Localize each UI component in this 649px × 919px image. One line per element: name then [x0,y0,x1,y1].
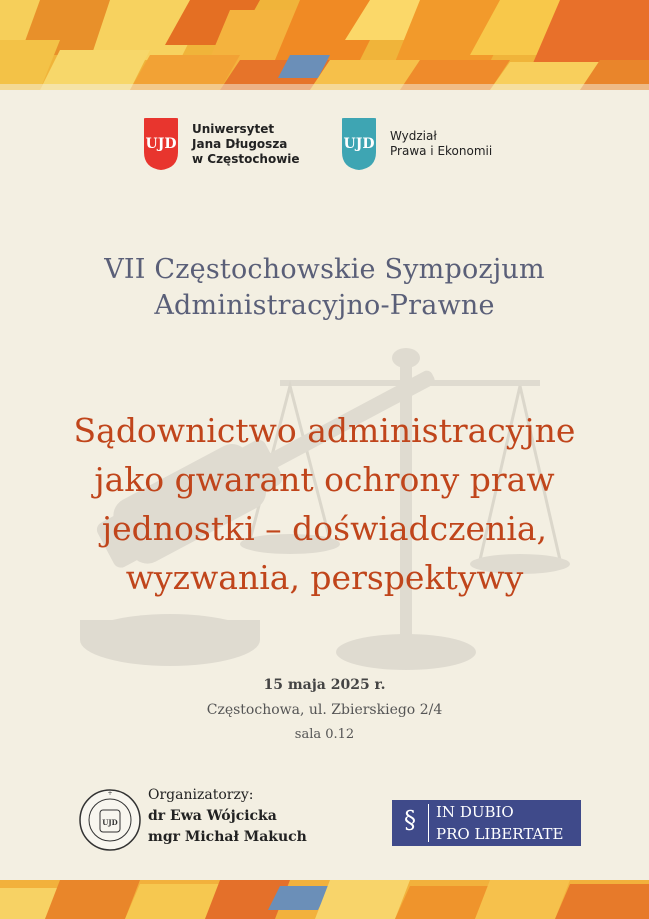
event-location: Częstochowa, ul. Zbierskiego 2/4 [206,702,443,718]
event-date: 15 maja 2025 r. [263,677,386,693]
event-room: sala 0.12 [294,727,355,742]
symposium-title-line-2: Administracyjno-Prawne [154,290,495,321]
university-name-line-1: Uniwersytet [192,121,275,136]
university-name-line-3: w Częstochowie [192,151,300,166]
motto-line-1: IN DUBIO [436,803,514,821]
motto-line-2: PRO LIBERTATE [436,825,564,843]
conference-title-line-3: jednostki – doświadczenia, [101,509,548,548]
conference-title-line-1: Sądownictwo administracyjne [73,411,576,450]
svg-text:+: + [107,790,113,797]
section-sign-icon: § [400,804,429,842]
organizer-name-1: dr Ewa Wójcicka [148,808,277,824]
motto-badge [392,800,581,846]
faculty-name [390,129,492,159]
symposium-title [0,252,649,324]
seal-mark-text: UJD [102,818,118,827]
ujd-red-emblem-icon [140,118,182,170]
faculty-name-line-1: Wydział [390,129,437,143]
ujd-mark-text: UJD [343,136,375,152]
symposium-title-line-1: VII Częstochowskie Sympozjum [104,254,545,285]
organizer-name-2: mgr Michał Makuch [148,829,307,845]
top-decorative-banner [0,0,649,90]
conference-title-line-4: wyzwania, perspektywy [125,558,524,597]
faculty-name-line-2: Prawa i Ekonomii [390,144,493,158]
ujd-mark-text: UJD [145,136,177,152]
bottom-decorative-banner [0,880,649,919]
university-logo [140,116,300,172]
organizers-label: Organizatorzy: [148,787,254,803]
university-name [192,122,300,167]
faculty-logo [338,116,492,172]
university-seal-icon [78,788,142,852]
university-name-line-2: Jana Długosza [192,136,288,151]
conference-title [0,406,649,602]
conference-title-line-2: jako gwarant ochrony praw [94,460,555,499]
organizers [148,785,307,848]
ujd-teal-emblem-icon [338,118,380,170]
